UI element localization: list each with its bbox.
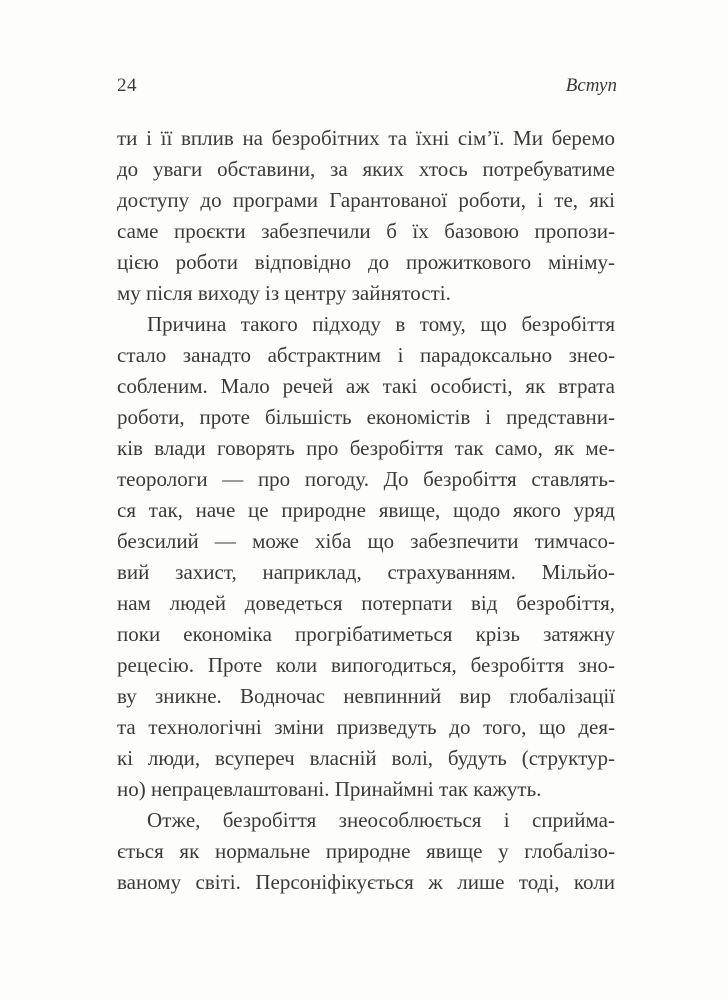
text-line: поки економіка прогрібатиметься крізь затяжну — [117, 622, 615, 646]
text-line: до уваги обставини, за яких хтось потребуватиме — [117, 157, 615, 181]
text-line: доступу до програми Гарантованої роботи, і те, які — [117, 188, 615, 212]
text-line: теорологи — про погоду. До безробіття ставлять- — [117, 467, 615, 491]
text-line: вий захист, наприклад, страхуванням. Мільйо- — [117, 560, 615, 584]
text-line: цією роботи відповідно до прожиткового мініму- — [117, 250, 615, 274]
text-line: ється як нормальне природне явище у глобалізо- — [117, 839, 615, 863]
text-line: безсилий — може хіба що забезпечити тимчасо- — [117, 529, 615, 553]
text-line: та технологічні зміни призведуть до того, що дея- — [117, 715, 615, 739]
text-line: стало занадто абстрактним і парадоксально знео- — [117, 343, 615, 367]
text-line: роботи, проте більшість економістів і представни- — [117, 405, 615, 429]
page-number: 24 — [117, 75, 137, 96]
text-line: ся так, наче це природне явище, щодо якого уряд — [117, 498, 615, 522]
text-line: собленим. Мало речей аж такі особисті, як втрата — [117, 374, 615, 398]
text-line: кі люди, всупереч власній волі, будуть (структур- — [117, 746, 615, 770]
text-line: саме проєкти забезпечили б їх базовою пропози- — [117, 219, 615, 243]
text-line: Причина такого підходу в тому, що безробіття — [147, 312, 615, 336]
running-head-title: Вступ — [565, 75, 617, 96]
text-line: нам людей доведеться потерпати від безробіття, — [117, 591, 615, 615]
text-line: му після виходу із центру зайнятості. — [117, 281, 451, 305]
text-line: ків влади говорять про безробіття так само, як ме- — [117, 436, 615, 460]
running-header — [117, 76, 617, 95]
body-text — [117, 123, 615, 898]
text-line: Отже, безробіття знеособлюється і сприйма- — [147, 808, 615, 832]
text-line: но) непрацевлаштовані. Принаймні так кажуть. — [117, 777, 542, 801]
text-line: ти і її вплив на безробітних та їхні сім’ї. Ми беремо — [117, 126, 615, 150]
text-line: рецесію. Проте коли випогодиться, безробіття зно- — [117, 653, 615, 677]
text-line: ву зникне. Водночас невпинний вир глобалізації — [117, 684, 615, 708]
text-line: ваному світі. Персоніфікується ж лише тоді, коли — [117, 870, 615, 894]
